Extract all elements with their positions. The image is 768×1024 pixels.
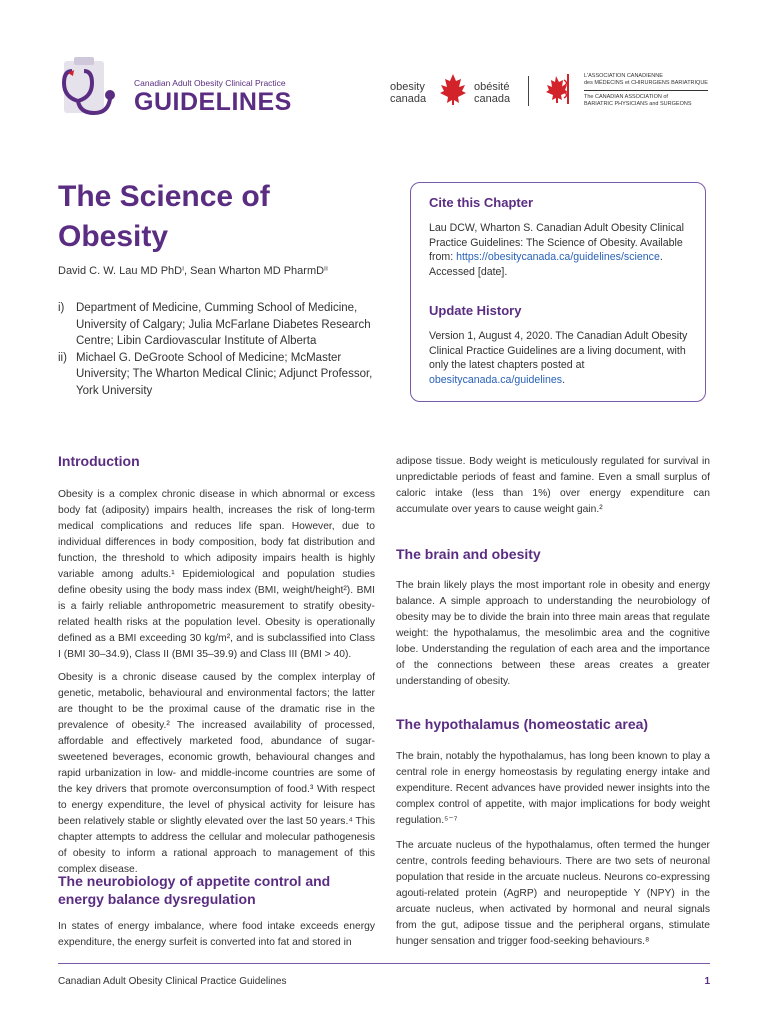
maple-leaf-icon (436, 72, 470, 106)
cite-heading: Cite this Chapter (429, 195, 534, 210)
brain-paragraph: The brain likely plays the most important role in obesity and energy balance. A simple approach to understanding the neurobiology of obesity may be to divide the brain into three main areas that regulate weight: the hypothalamus, the mesolimbic area and the cognitive lobe. Understanding the regulation of each area and the importance of the connections between these areas creates a greater understanding of obesity. (396, 580, 710, 687)
stethoscope-clipboard-icon (58, 55, 138, 125)
hypothalamus-paragraph-1: The brain, notably the hypothalamus, has long been known to play a central role in energy homeostasis by regulating energy intake and expenditure. Recent advances have provided newer insights into the complex control of appetite, with major implications for body weight regulation.⁵⁻⁷ (396, 751, 710, 826)
assoc-name: L'ASSOCIATION CANADIENNE des MÉDECINS et CHIRURGIENS BARIATRIQUE The CANADIAN ASSOCIATION of BARIATRIC PHYSICIANS and SURGEONS (584, 73, 708, 107)
affiliations (58, 300, 388, 399)
header-divider (528, 76, 529, 106)
footer-rule (58, 963, 710, 964)
affiliation-2: ii) Michael G. DeGroote School of Medicine; McMaster University; The Wharton Medical Clinic; Adjunct Professor, York University (58, 351, 373, 397)
intro-paragraph-2: Obesity is a chronic disease caused by the complex interplay of genetic, metabolic, behavioural and environmental factors; the latter are thought to be the proximal cause of the dramatic rise in the prevalence of obesity.² The increased availability of processed, affordable and effectively marketed food, abundance of sugar-sweetened beverages, economic growth, behavioural changes and rapid urbanization in low- and middle-income countries are some of the key drivers that promote overconsumption of food.³ With respect to energy expenditure, the level of physical activity for leisure has been relatively stable or slightly elevated over the last 50 years.⁴ This chapter attempts to address the cellular and molecular pathogenesis of obesity to inform a rational approach to management of this complex disease. (58, 672, 375, 875)
authors: David C. W. Lau MD PhDⁱ, Sean Wharton MD PharmDⁱⁱ (58, 265, 328, 277)
continued-paragraph: adipose tissue. Body weight is meticulously regulated for survival in unpredictable periods of feast and famine. Even a small surplus of caloric intake (less than 1%) over energy expenditure can accumulate over years to cause weight gain.² (396, 456, 710, 515)
hypothalamus-heading: The hypothalamus (homeostatic area) (396, 716, 649, 732)
assoc-rule (584, 90, 708, 91)
update-link[interactable]: obesitycanada.ca/guidelines (429, 373, 563, 386)
brain-heading: The brain and obesity (396, 546, 541, 562)
update-heading: Update History (429, 303, 522, 318)
intro-paragraph-1: Obesity is a complex chronic disease in which abnormal or excess body fat (adiposity) impairs health, increases the risk of long-term medical complications and reduces life span. However, due to individual differences in body composition, body fat distribution and function, the threshold to which adiposity impairs health is highly variable among adults.¹ Epidemiological and population studies define obesity using the body mass index (BMI, weight/height²). BMI is a fairly reliable anthropometric measurement to stratify obesity-related health risks at the population level. Obesity is operationally defined as a BMI exceeding 30 kg/m², and is subclassified into Class I (BMI 30–34.9), Class II (BMI 35–39.9) and Class III (BMI > 40). (58, 489, 375, 660)
cite-text: Lau DCW, Wharton S. Canadian Adult Obesity Clinical Practice Guidelines: The Science of Obesity. Available from: https://obesitycanada.ca/guidelines/science. Accessed [date]. (429, 222, 684, 278)
assoc-maple-caduceus-icon (540, 72, 576, 106)
update-text: Version 1, August 4, 2020. The Canadian Adult Obesity Clinical Practice Guidelines are a living document, with only the latest chapters posted at obesitycanada.ca/guidelines. (429, 330, 688, 386)
guidelines-title: GUIDELINES (134, 88, 292, 116)
neuro-heading: The neurobiology of appetite control and energy balance dysregulation (58, 873, 331, 907)
chapter-title: The Science of Obesity (58, 180, 270, 253)
page-number: 1 (704, 976, 710, 987)
cite-link[interactable]: https://obesitycanada.ca/guidelines/science (456, 251, 660, 263)
obesity-canada-en: obesity canada (390, 81, 427, 105)
cite-box (410, 182, 706, 402)
hypothalamus-paragraph-2: The arcuate nucleus of the hypothalamus, often termed the hunger centre, controls feeding behaviours. There are two sets of neuronal population that reside in the arcuate nucleus. Neurons co-expressing agouti-related protein (AgRP) and neuropeptide Y (NPY) in the arcuate nucleus, when activated by hormonal and neural signals from the gut, adipose tissue and the peripheral organs, stimulate hunger sensation and trigger food-seeking behaviours.⁸ (396, 840, 710, 947)
guidelines-subtitle: Canadian Adult Obesity Clinical Practice (134, 78, 286, 88)
neuro-paragraph-1: In states of energy imbalance, where food intake exceeds energy expenditure, the energy surfeit is converted into fat and stored in (58, 921, 375, 948)
intro-heading: Introduction (58, 453, 140, 469)
footer-text: Canadian Adult Obesity Clinical Practice Guidelines (58, 976, 287, 987)
affiliation-1: i) Department of Medicine, Cumming School of Medicine, University of Calgary; Julia McFarlane Diabetes Research Centre; Libin Cardiovascular Institute of Alberta (58, 302, 371, 347)
obesity-canada-fr: obésité canada (474, 81, 511, 105)
